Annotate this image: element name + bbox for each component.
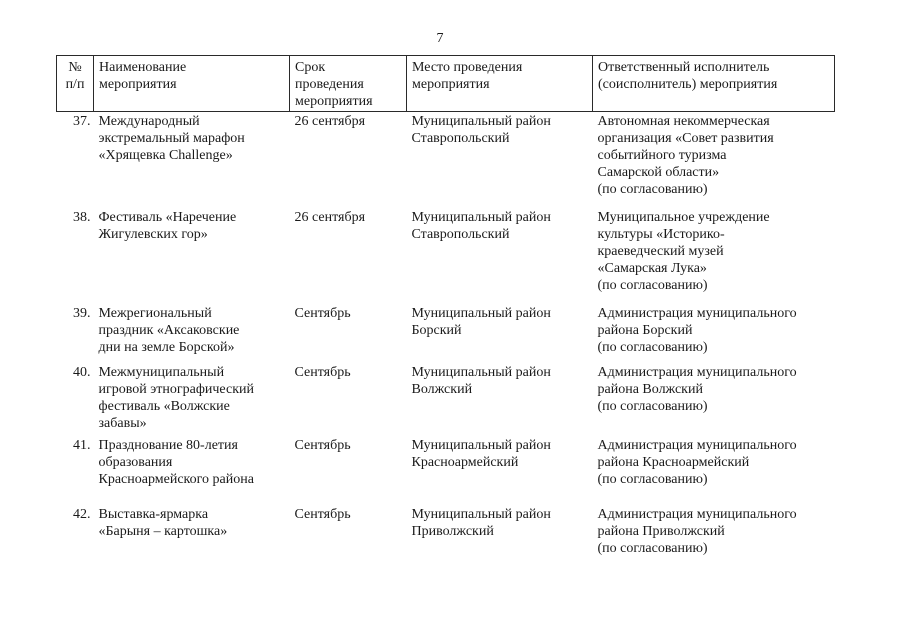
responsible-cell <box>593 505 835 566</box>
cell-line: Муниципальный район <box>411 210 551 225</box>
events-table <box>56 55 835 566</box>
cell-line: Международный <box>98 114 200 129</box>
cell-line: «Самарская Лука» <box>597 261 707 276</box>
cell-line: Ставропольский <box>411 131 510 146</box>
event-name-cell <box>94 112 290 209</box>
cell-line: Празднование 80-летия <box>98 438 238 453</box>
cell-line: Волжский <box>411 382 473 397</box>
event-place-cell <box>407 208 593 304</box>
header-event-date <box>290 56 407 112</box>
table-row <box>57 208 835 304</box>
table-row <box>57 363 835 436</box>
cell-line: (по согласованию) <box>597 278 708 293</box>
cell-line: Муниципальный район <box>411 114 551 129</box>
cell-line: Муниципальное учреждение <box>597 210 770 225</box>
cell-line: дни на земле Борской» <box>98 340 235 355</box>
header-responsible <box>593 56 835 112</box>
cell-line: краеведческий музей <box>597 244 724 259</box>
header-line: Наименование <box>99 60 187 75</box>
header-line: п/п <box>65 77 85 92</box>
event-name-cell <box>94 363 290 436</box>
cell-line: Межрегиональный <box>98 306 212 321</box>
event-date-cell <box>290 363 407 436</box>
cell-line: Самарской области» <box>597 165 720 180</box>
cell-line: Администрация муниципального <box>597 306 797 321</box>
cell-line: района Красноармейский <box>597 455 750 470</box>
cell-line: района Приволжский <box>597 524 725 539</box>
cell-line: Администрация муниципального <box>597 365 797 380</box>
cell-line: Администрация муниципального <box>597 438 797 453</box>
row-number: 38. <box>73 210 91 225</box>
header-event-place <box>407 56 593 112</box>
header-line: Срок <box>295 60 326 75</box>
cell-line: Муниципальный район <box>411 438 551 453</box>
cell-line: Борский <box>411 323 462 338</box>
table-row <box>57 505 835 566</box>
responsible-cell <box>593 112 835 209</box>
cell-line: Ставропольский <box>411 227 510 242</box>
event-place-cell <box>407 112 593 209</box>
responsible-cell <box>593 436 835 505</box>
table-row <box>57 112 835 209</box>
header-line: мероприятия <box>412 77 490 92</box>
header-number <box>57 56 94 112</box>
cell-line: района Волжский <box>597 382 703 397</box>
cell-line: «Барыня – картошка» <box>98 524 228 539</box>
header-line: Ответственный исполнитель <box>598 60 770 75</box>
responsible-cell <box>593 304 835 363</box>
responsible-cell <box>593 208 835 304</box>
cell-line: 26 сентября <box>294 210 366 225</box>
event-name-cell <box>94 436 290 505</box>
cell-line: Красноармейский <box>411 455 519 470</box>
header-line: мероприятия <box>99 77 177 92</box>
event-date-cell <box>290 505 407 566</box>
cell-line: культуры «Историко- <box>597 227 725 242</box>
cell-line: района Борский <box>597 323 693 338</box>
event-name-cell <box>94 304 290 363</box>
table-header <box>57 56 835 112</box>
table-row <box>57 436 835 505</box>
cell-line: Сентябрь <box>294 507 351 522</box>
event-name-cell <box>94 208 290 304</box>
header-line: № <box>68 60 82 75</box>
cell-line: Администрация муниципального <box>597 507 797 522</box>
cell-line: (по согласованию) <box>597 182 708 197</box>
cell-line: Муниципальный район <box>411 365 551 380</box>
event-name-cell <box>94 505 290 566</box>
event-place-cell <box>407 363 593 436</box>
cell-line: (по согласованию) <box>597 541 708 556</box>
event-date-cell <box>290 304 407 363</box>
cell-line: образования <box>98 455 173 470</box>
cell-line: (по согласованию) <box>597 399 708 414</box>
row-number: 37. <box>73 114 91 129</box>
cell-line: игровой этнографический <box>98 382 254 397</box>
cell-line: Муниципальный район <box>411 306 551 321</box>
cell-line: Фестиваль «Наречение <box>98 210 237 225</box>
cell-line: Автономная некоммерческая <box>597 114 770 129</box>
row-number: 41. <box>73 438 91 453</box>
table-row <box>57 304 835 363</box>
cell-line: забавы» <box>98 416 147 431</box>
cell-line: фестиваль «Волжские <box>98 399 230 414</box>
cell-line: событийного туризма <box>597 148 727 163</box>
event-place-cell <box>407 505 593 566</box>
cell-line: организация «Совет развития <box>597 131 774 146</box>
event-place-cell <box>407 436 593 505</box>
header-line: мероприятия <box>295 94 373 109</box>
cell-line: (по согласованию) <box>597 340 708 355</box>
cell-line: Жигулевских гор» <box>98 227 208 242</box>
cell-line: (по согласованию) <box>597 472 708 487</box>
row-number: 40. <box>73 365 91 380</box>
event-place-cell <box>407 304 593 363</box>
page-number: 7 <box>436 31 444 46</box>
event-date-cell <box>290 112 407 209</box>
header-line: Место проведения <box>412 60 523 75</box>
cell-line: Приволжский <box>411 524 494 539</box>
responsible-cell <box>593 363 835 436</box>
row-number: 39. <box>73 306 91 321</box>
header-row <box>57 56 835 112</box>
cell-line: праздник «Аксаковские <box>98 323 240 338</box>
cell-line: Выставка-ярмарка <box>98 507 209 522</box>
cell-line: 26 сентября <box>294 114 366 129</box>
row-number: 42. <box>73 507 91 522</box>
cell-line: Красноармейского района <box>98 472 254 487</box>
event-date-cell <box>290 208 407 304</box>
header-event-name <box>94 56 290 112</box>
cell-line: «Хрящевка Challenge» <box>98 148 233 163</box>
header-line: (соисполнитель) мероприятия <box>598 77 778 92</box>
cell-line: Муниципальный район <box>411 507 551 522</box>
cell-line: Межмуниципальный <box>98 365 225 380</box>
cell-line: Сентябрь <box>294 306 351 321</box>
event-date-cell <box>290 436 407 505</box>
table-body <box>57 112 835 567</box>
cell-line: Сентябрь <box>294 365 351 380</box>
cell-line: экстремальный марафон <box>98 131 245 146</box>
header-line: проведения <box>295 77 364 92</box>
cell-line: Сентябрь <box>294 438 351 453</box>
